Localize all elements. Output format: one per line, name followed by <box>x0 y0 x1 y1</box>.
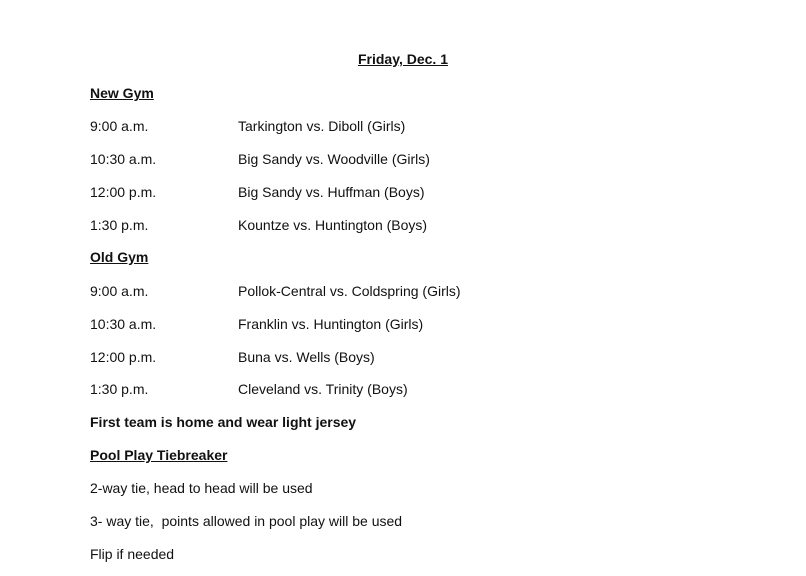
game-time: 10:30 a.m. <box>90 151 157 167</box>
game-matchup: Franklin vs. Huntington (Girls) <box>238 316 424 332</box>
schedule-row <box>90 182 424 202</box>
schedule-row <box>90 281 461 301</box>
tiebreaker-rule: Flip if needed <box>90 546 175 562</box>
game-time: 12:00 p.m. <box>90 184 157 200</box>
schedule-row <box>90 149 430 169</box>
schedule-row <box>90 314 423 334</box>
old-gym-heading: Old Gym <box>90 249 149 265</box>
game-matchup: Cleveland vs. Trinity (Boys) <box>238 381 408 397</box>
schedule-row <box>90 379 408 399</box>
schedule-row <box>90 347 375 367</box>
schedule-row <box>90 116 405 136</box>
game-time: 9:00 a.m. <box>90 118 149 134</box>
tiebreaker-heading: Pool Play Tiebreaker <box>90 447 228 463</box>
new-gym-heading: New Gym <box>90 85 154 101</box>
game-matchup: Pollok-Central vs. Coldspring (Girls) <box>238 283 461 299</box>
game-time: 1:30 p.m. <box>90 381 149 397</box>
game-matchup: Tarkington vs. Diboll (Girls) <box>238 118 406 134</box>
tiebreaker-rule: 2-way tie, head to head will be used <box>90 480 313 496</box>
game-matchup: Big Sandy vs. Huffman (Boys) <box>238 184 425 200</box>
document-title: Friday, Dec. 1 <box>357 51 448 67</box>
game-matchup: Big Sandy vs. Woodville (Girls) <box>238 151 430 167</box>
game-matchup: Buna vs. Wells (Boys) <box>238 349 375 365</box>
game-time: 12:00 p.m. <box>90 349 157 365</box>
game-time: 10:30 a.m. <box>90 316 157 332</box>
tiebreaker-rule: 3- way tie, points allowed in pool play will be used <box>90 513 403 529</box>
game-matchup: Kountze vs. Huntington (Boys) <box>238 217 428 233</box>
game-time: 1:30 p.m. <box>90 217 149 233</box>
schedule-row <box>90 215 427 235</box>
game-time: 9:00 a.m. <box>90 283 149 299</box>
home-jersey-note: First team is home and wear light jersey <box>90 414 357 430</box>
